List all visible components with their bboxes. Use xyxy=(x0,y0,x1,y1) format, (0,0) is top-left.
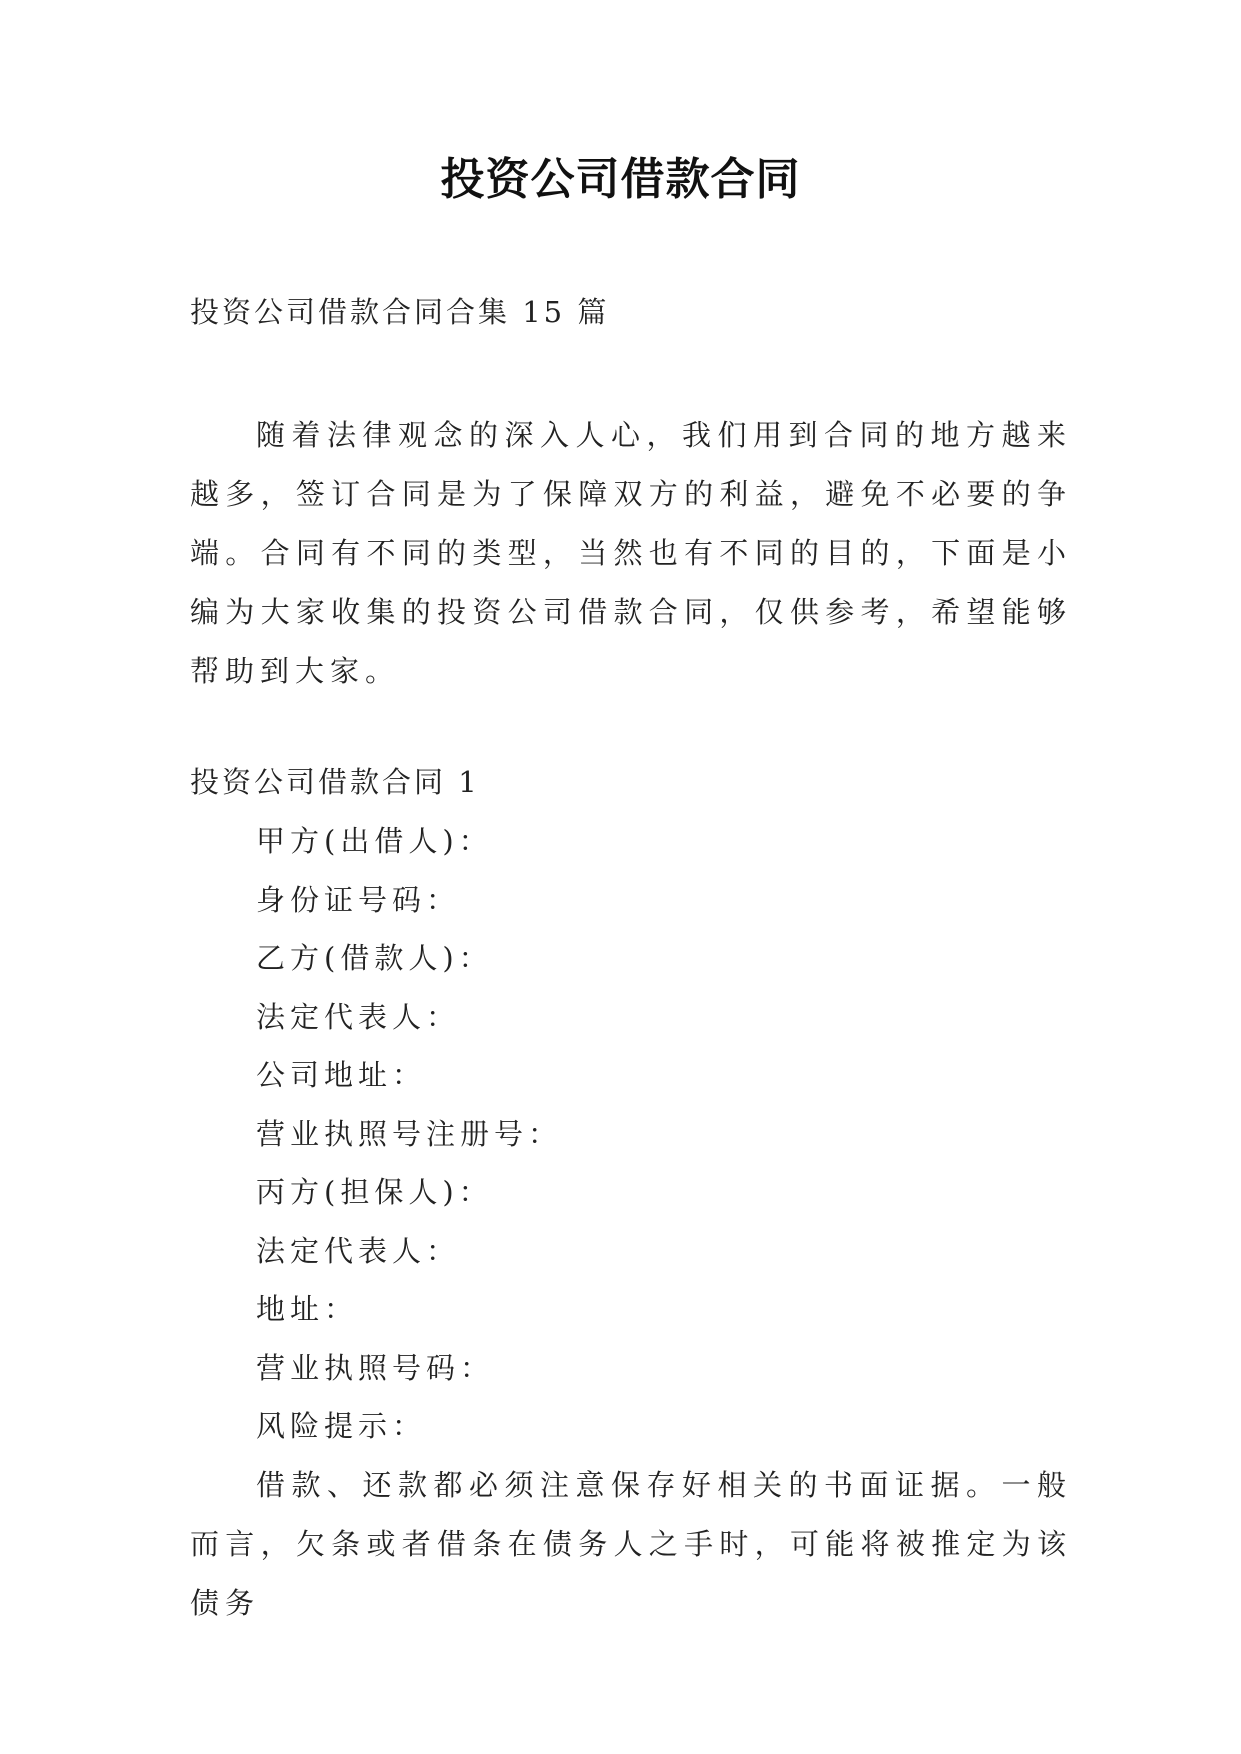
field-business-license-number: 营业执照号码： xyxy=(256,1350,495,1385)
field-party-a: 甲方(出借人)： xyxy=(256,824,493,858)
document-title: 投资公司借款合同 xyxy=(440,154,801,205)
section-heading: 投资公司借款合同 1 xyxy=(190,765,480,799)
field-legal-representative-b: 法定代表人： xyxy=(256,999,461,1034)
party-fields-list xyxy=(190,812,1072,1456)
field-business-license-registration: 营业执照号注册号： xyxy=(256,1116,563,1151)
risk-notice-paragraph: 借款、还款都必须注意保存好相关的书面证据。一般而言，欠条或者借条在债务人之手时，可能将被推定为该债务 xyxy=(190,1468,1072,1620)
field-address: 地址： xyxy=(256,1292,359,1326)
field-party-b: 乙方(借款人)： xyxy=(256,941,493,975)
field-legal-representative-c: 法定代表人： xyxy=(256,1233,461,1268)
intro-paragraph: 随着法律观念的深入人心，我们用到合同的地方越来越多，签订合同是为了保障双方的利益，避免不必要的争端。合同有不同的类型，当然也有不同的目的，下面是小编为大家收集的投资公司借款合同，仅供参考，希望能够帮助到大家。 xyxy=(190,418,1072,688)
field-id-number: 身份证号码： xyxy=(256,882,461,917)
field-party-c: 丙方(担保人)： xyxy=(256,1175,493,1209)
field-risk-notice: 风险提示： xyxy=(256,1409,427,1443)
field-company-address: 公司地址： xyxy=(256,1058,427,1092)
document-subtitle: 投资公司借款合同合集 15 篇 xyxy=(190,295,610,329)
